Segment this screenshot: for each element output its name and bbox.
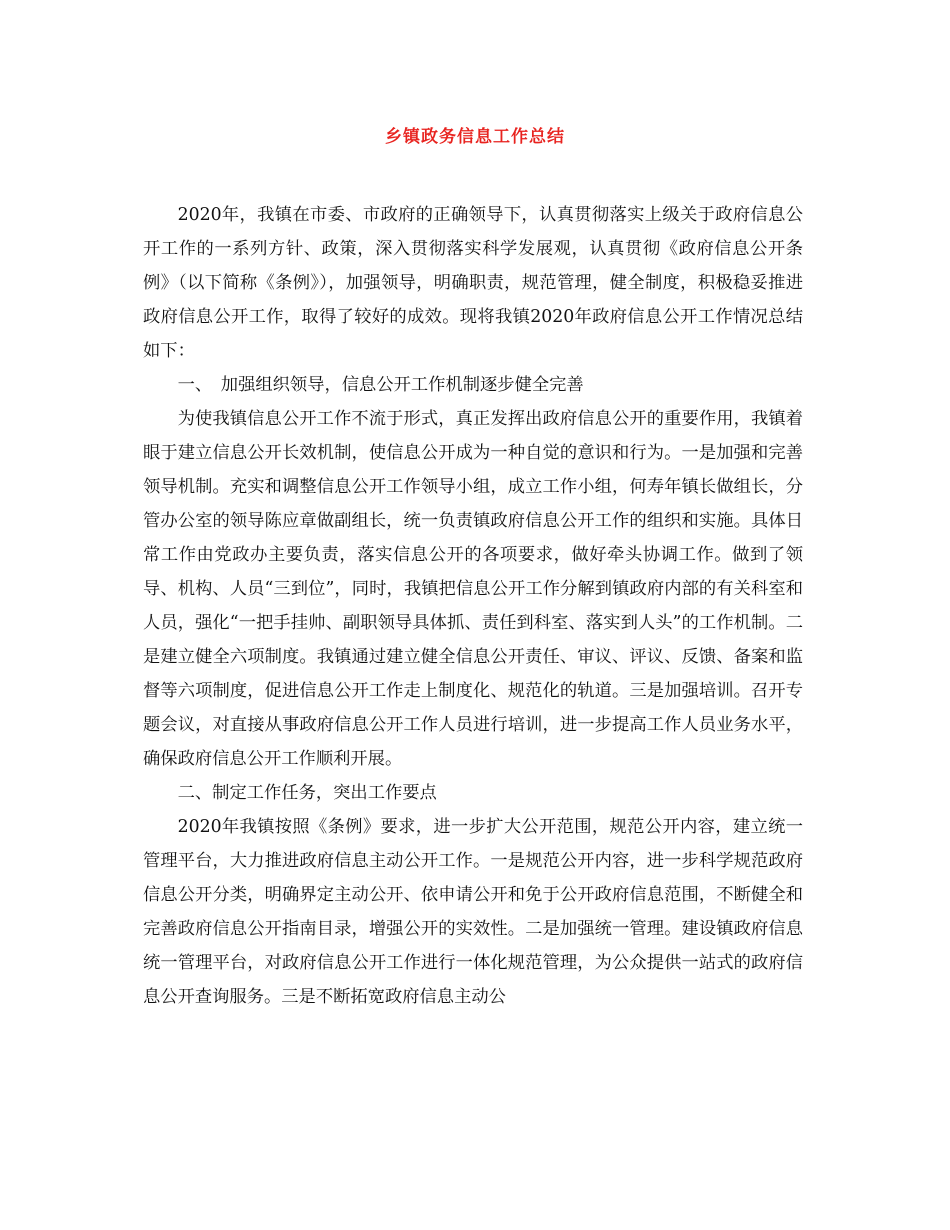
document-body	[143, 198, 803, 1014]
section-heading-1: 一、 加强组织领导，信息公开工作机制逐步健全完善	[177, 375, 584, 395]
paragraph-intro: 2020年，我镇在市委、市政府的正确领导下，认真贯彻落实上级关于政府信息公开工作的一系列方针、政策，深入贯彻落实科学发展观，认真贯彻《政府信息公开条例》（以下简称《条例》），加强领导，明确职责，规范管理，健全制度，积极稳妥推进政府信息公开工作，取得了较好的成效。现将我镇2020年政府信息公开工作情况总结如下：	[143, 205, 803, 361]
section-heading-2: 二、制定工作任务，突出工作要点	[177, 783, 437, 803]
document-title: 乡镇政务信息工作总结	[385, 127, 565, 147]
paragraph-section-1: 为使我镇信息公开工作不流于形式，真正发挥出政府信息公开的重要作用，我镇着眼于建立信息公开长效机制，使信息公开成为一种自觉的意识和行为。一是加强和完善领导机制。充实和调整信息公开工作领导小组，成立工作小组，何寿年镇长做组长，分管办公室的领导陈应章做副组长，统一负责镇政府信息公开工作的组织和实施。具体日常工作由党政办主要负责，落实信息公开的各项要求，做好牵头协调工作。做到了领导、机构、人员“三到位”，同时，我镇把信息公开工作分解到镇政府内部的有关科室和人员，强化“一把手挂帅、副职领导具体抓、责任到科室、落实到人头”的工作机制。二是建立健全六项制度。我镇通过建立健全信息公开责任、审议、评议、反馈、备案和监督等六项制度，促进信息公开工作走上制度化、规范化的轨道。三是加强培训。召开专题会议，对直接从事政府信息公开工作人员进行培训，进一步提高工作人员业务水平，确保政府信息公开工作顺利开展。	[143, 409, 803, 769]
paragraph-section-2: 2020年我镇按照《条例》要求，进一步扩大公开范围，规范公开内容，建立统一管理平台，大力推进政府信息主动公开工作。一是规范公开内容，进一步科学规范政府信息公开分类，明确界定主动公开、依申请公开和免于公开政府信息范围，不断健全和完善政府信息公开指南目录，增强公开的实效性。二是加强统一管理。建设镇政府信息统一管理平台，对政府信息公开工作进行一体化规范管理，为公众提供一站式的政府信息公开查询服务。三是不断拓宽政府信息主动公	[143, 817, 803, 1007]
